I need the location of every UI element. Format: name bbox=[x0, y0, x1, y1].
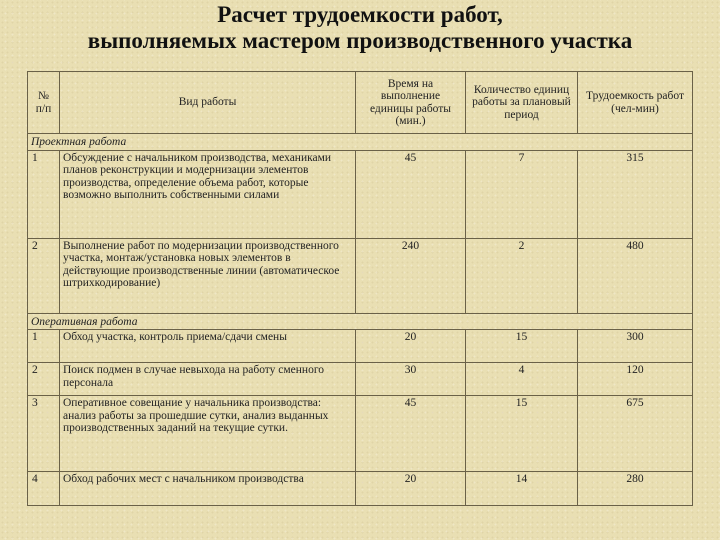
row-work: Обсуждение с начальником производства, механиками планов реконструкции и модернизации элементов производства, определение объема работ, которые возможно выполнить собственными силами bbox=[60, 150, 356, 238]
row-num: 2 bbox=[28, 238, 60, 313]
header-time: Время на выполнение единицы работы (мин.) bbox=[356, 72, 466, 134]
header-num-symbol: № bbox=[38, 89, 49, 102]
row-labor: 280 bbox=[578, 472, 693, 506]
row-labor: 675 bbox=[578, 396, 693, 472]
row-num: 1 bbox=[28, 150, 60, 238]
header-row bbox=[28, 72, 693, 134]
row-time: 20 bbox=[356, 330, 466, 363]
table-row bbox=[28, 363, 693, 396]
row-qty: 15 bbox=[466, 396, 578, 472]
table-row bbox=[28, 330, 693, 363]
row-qty: 7 bbox=[466, 150, 578, 238]
header-num-abbrev: п/п bbox=[35, 102, 52, 115]
row-qty: 2 bbox=[466, 238, 578, 313]
section-row bbox=[28, 134, 693, 151]
row-labor: 315 bbox=[578, 150, 693, 238]
row-labor: 120 bbox=[578, 363, 693, 396]
row-time: 30 bbox=[356, 363, 466, 396]
title-line-1: Расчет трудоемкости работ, bbox=[217, 2, 503, 27]
row-work: Оперативное совещание у начальника производства: анализ работы за прошедшие сутки, анализ выданных производственных заданий на текущие сутки. bbox=[60, 396, 356, 472]
row-num: 1 bbox=[28, 330, 60, 363]
header-num bbox=[28, 72, 60, 134]
row-work: Обход рабочих мест с начальником производства bbox=[60, 472, 356, 506]
row-time: 45 bbox=[356, 150, 466, 238]
table-row bbox=[28, 396, 693, 472]
section-title: Проектная работа bbox=[28, 134, 693, 151]
row-work: Поиск подмен в случае невыхода на работу сменного персонала bbox=[60, 363, 356, 396]
row-qty: 4 bbox=[466, 363, 578, 396]
title-line-2: выполняемых мастером производственного участка bbox=[87, 28, 633, 53]
row-labor: 480 bbox=[578, 238, 693, 313]
table-row bbox=[28, 150, 693, 238]
header-labor: Трудоемкость работ (чел-мин) bbox=[578, 72, 693, 134]
row-work: Обход участка, контроль приема/сдачи смены bbox=[60, 330, 356, 363]
row-time: 240 bbox=[356, 238, 466, 313]
row-num: 2 bbox=[28, 363, 60, 396]
header-qty: Количество единиц работы за плановый период bbox=[466, 72, 578, 134]
row-labor: 300 bbox=[578, 330, 693, 363]
table-row bbox=[28, 472, 693, 506]
row-qty: 15 bbox=[466, 330, 578, 363]
table-row bbox=[28, 238, 693, 313]
labor-table bbox=[27, 71, 693, 506]
row-num: 3 bbox=[28, 396, 60, 472]
section-row bbox=[28, 313, 693, 330]
section-title: Оперативная работа bbox=[28, 313, 693, 330]
row-work: Выполнение работ по модернизации производственного участка, монтаж/установка новых элементов в действующие производственные линии (автоматическое штрихкодирование) bbox=[60, 238, 356, 313]
row-qty: 14 bbox=[466, 472, 578, 506]
row-time: 20 bbox=[356, 472, 466, 506]
header-work: Вид работы bbox=[60, 72, 356, 134]
row-num: 4 bbox=[28, 472, 60, 506]
row-time: 45 bbox=[356, 396, 466, 472]
page-title bbox=[0, 2, 720, 54]
